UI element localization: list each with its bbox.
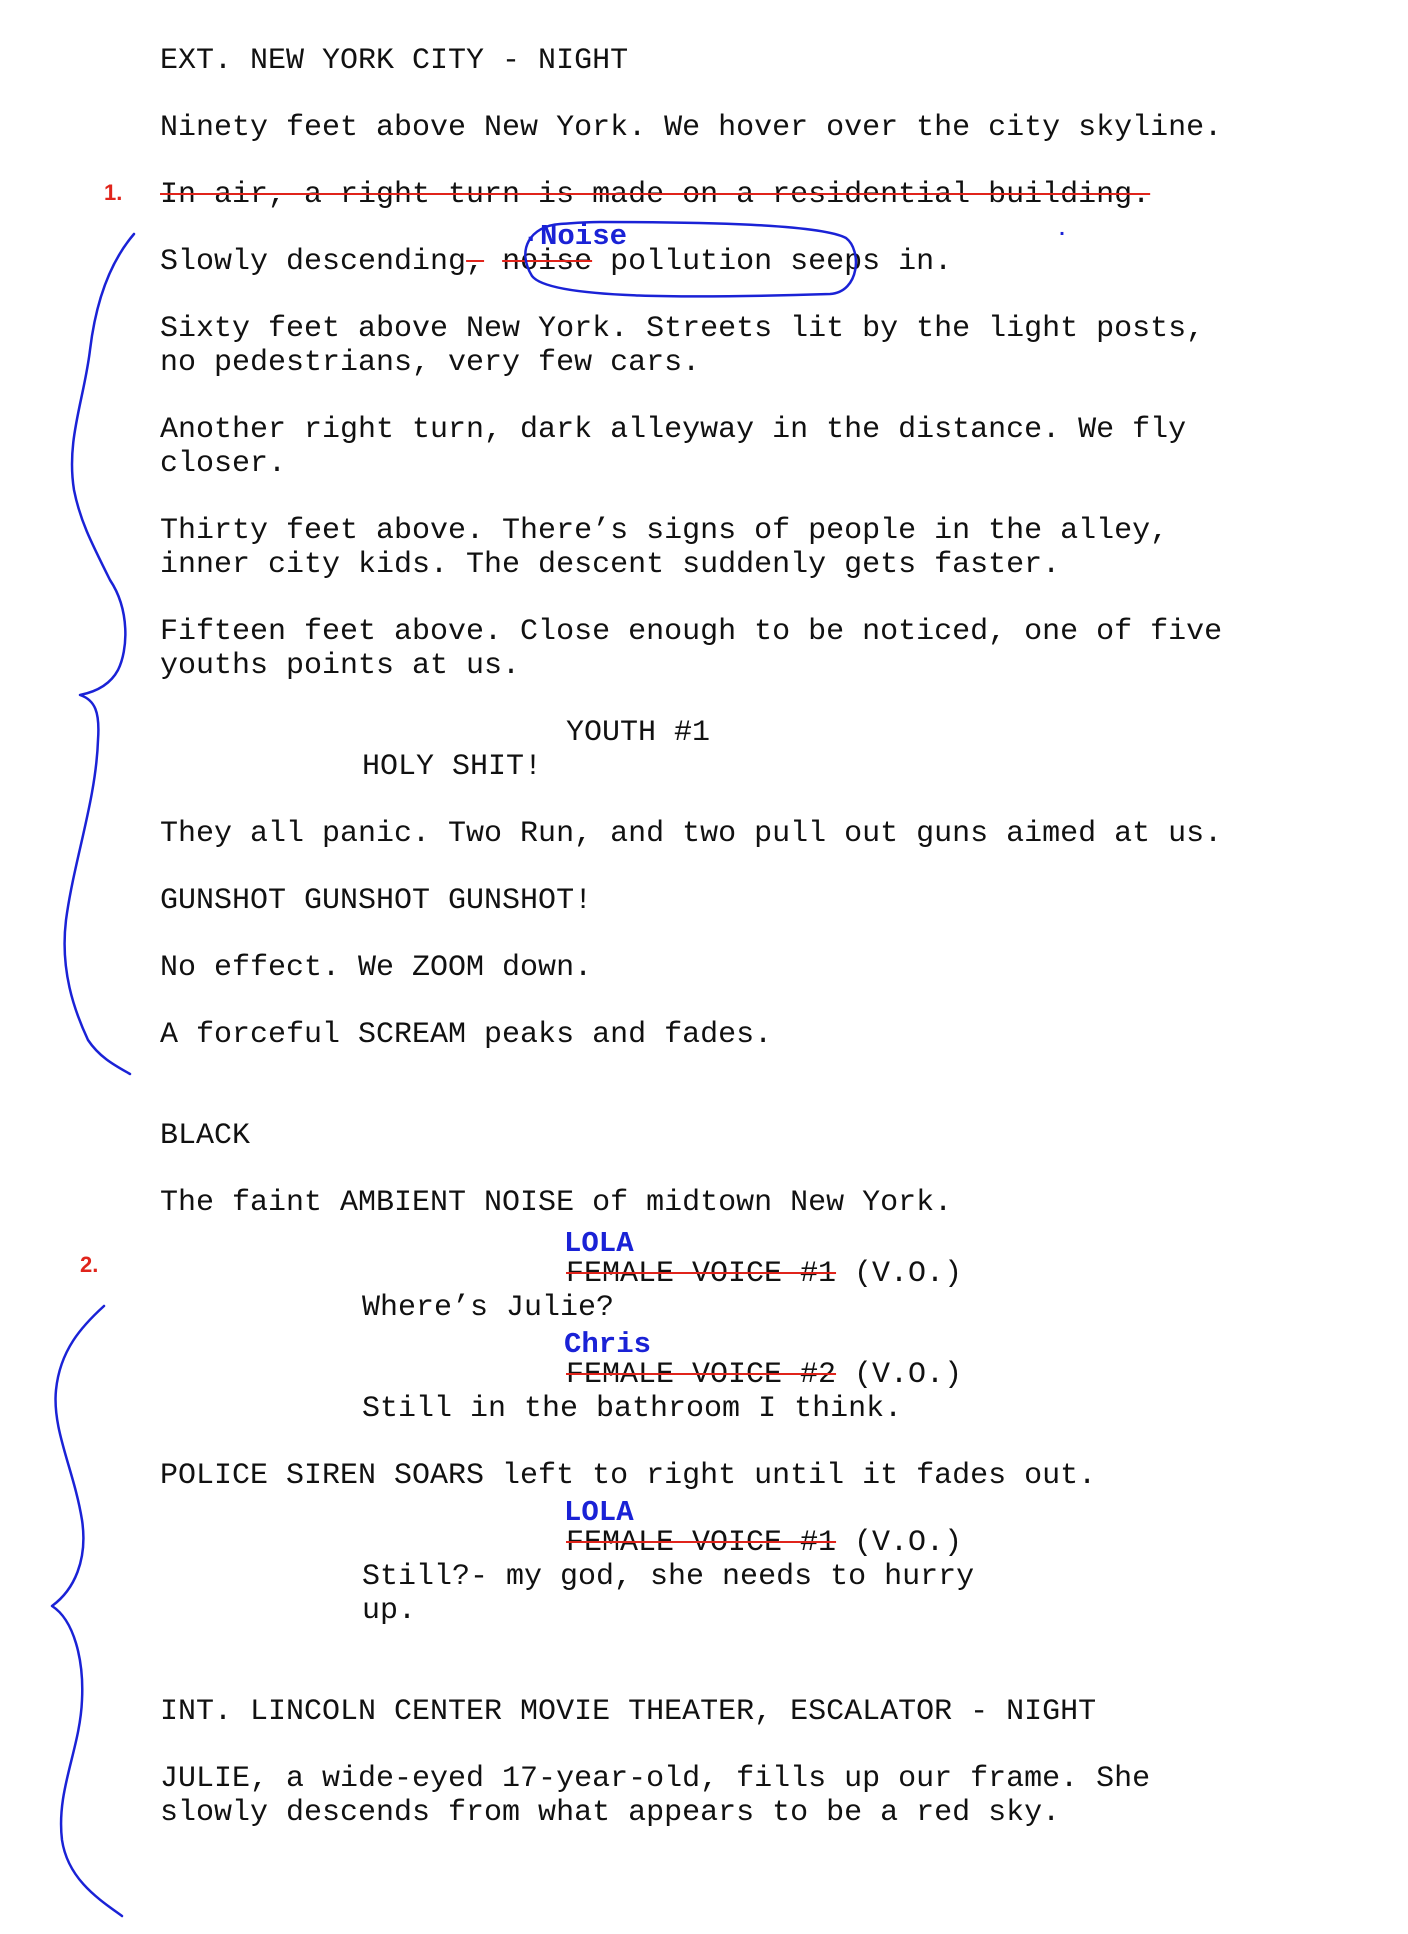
handwritten-noise: Noise <box>540 220 628 253</box>
dialogue-wheres-julie: Where’s Julie? <box>362 1291 615 1325</box>
dialogue-bathroom: Still in the bathroom I think. <box>362 1392 903 1426</box>
character-youth-1: YOUTH #1 <box>566 716 711 750</box>
vo-extension-a: (V.O.) <box>836 1257 963 1291</box>
struck-comma: , <box>466 245 485 279</box>
action-right-turn-line-2: closer. <box>160 447 287 481</box>
action-thirty-feet-line-2: inner city kids. The descent suddenly gets faster. <box>160 548 1061 582</box>
dialogue-hurry-line-1: Still?- my god, she needs to hurry <box>362 1560 975 1594</box>
action-gunshots: GUNSHOT GUNSHOT GUNSHOT! <box>160 884 593 918</box>
action-panic: They all panic. Two Run, and two pull out guns aimed at us. <box>160 817 1223 851</box>
action-slowly-descending-pre: Slowly descending <box>160 245 467 279</box>
insert-dot: . <box>522 217 540 250</box>
dialogue-hurry-line-2: up. <box>362 1594 417 1628</box>
action-scream: A forceful SCREAM peaks and fades. <box>160 1018 773 1052</box>
bracket-group-2 <box>52 1306 122 1916</box>
scene-heading-exterior: EXT. NEW YORK CITY - NIGHT <box>160 44 629 78</box>
action-julie-line-1: JULIE, a wide-eyed 17-year-old, fills up our frame. She <box>160 1762 1151 1796</box>
stray-dot: . <box>1056 219 1069 242</box>
action-sixty-feet-line-2: no pedestrians, very few cars. <box>160 346 701 380</box>
vo-extension-c: (V.O.) <box>836 1526 963 1560</box>
note-number-1: 1. <box>104 180 123 205</box>
struck-female-voice-2: FEMALE VOICE #2 <box>566 1358 837 1392</box>
action-fifteen-feet-line-2: youths points at us. <box>160 649 521 683</box>
handwritten-lola-1: LOLA <box>564 1227 634 1260</box>
scene-heading-lincoln-center: INT. LINCOLN CENTER MOVIE THEATER, ESCALATOR - NIGHT <box>160 1695 1097 1729</box>
action-julie-line-2: slowly descends from what appears to be a red sky. <box>160 1796 1061 1830</box>
action-fifteen-feet-line-1: Fifteen feet above. Close enough to be noticed, one of five <box>160 615 1223 649</box>
action-struck-right-turn: In air, a right turn is made on a residential building. <box>160 178 1151 212</box>
action-slowly-descending-post: seeps in. <box>772 245 953 279</box>
action-sixty-feet-line-1: Sixty feet above New York. Streets lit by the light posts, <box>160 312 1205 346</box>
action-ambient-noise: The faint AMBIENT NOISE of midtown New York. <box>160 1186 953 1220</box>
handwritten-chris: Chris <box>564 1328 652 1361</box>
action-police-siren: POLICE SIREN SOARS left to right until it fades out. <box>160 1459 1097 1493</box>
pollution-word: pollution <box>592 245 773 279</box>
struck-female-voice-1-a: FEMALE VOICE #1 <box>566 1257 837 1291</box>
action-thirty-feet-line-1: Thirty feet above. There’s signs of people in the alley, <box>160 514 1169 548</box>
handwritten-lola-2: LOLA <box>564 1496 634 1529</box>
circle-around-noise-pollution <box>525 222 856 296</box>
vo-extension-b: (V.O.) <box>836 1358 963 1392</box>
transition-black: BLACK <box>160 1119 251 1153</box>
note-number-2: 2. <box>80 1252 99 1277</box>
struck-noise-word: noise <box>502 245 593 279</box>
bracket-group-1 <box>65 234 134 1074</box>
action-zoom: No effect. We ZOOM down. <box>160 951 593 985</box>
struck-female-voice-1-b: FEMALE VOICE #1 <box>566 1526 837 1560</box>
dialogue-youth-1: HOLY SHIT! <box>362 750 543 784</box>
action-ninety-feet: Ninety feet above New York. We hover over the city skyline. <box>160 111 1223 145</box>
action-right-turn-line-1: Another right turn, dark alleyway in the distance. We fly <box>160 413 1187 447</box>
